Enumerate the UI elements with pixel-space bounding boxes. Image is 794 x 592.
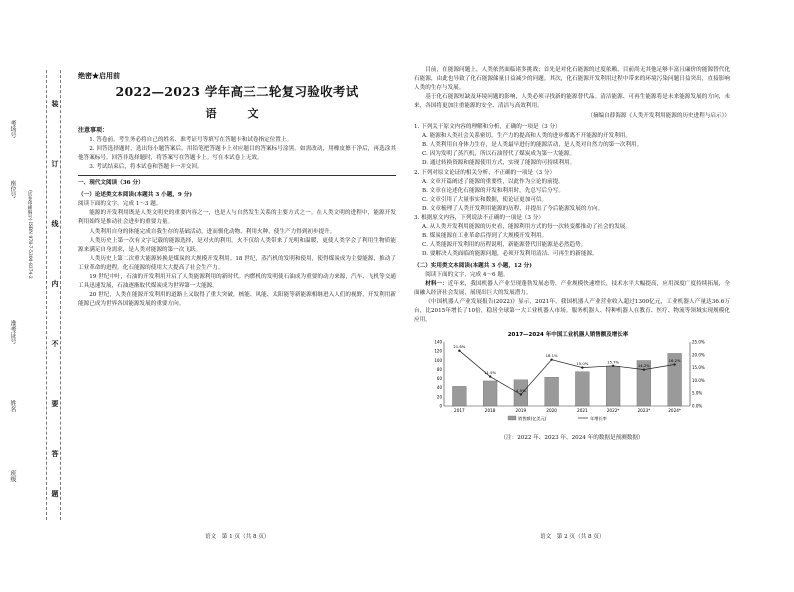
option-c: C. 文章引用了大量事实和数据，使论证更加可信。: [422, 196, 548, 203]
question-2: 2. 下列对原文论证的相关分析，不正确的一项是（3 分）: [414, 169, 556, 176]
subject-title: 语 文: [205, 106, 269, 120]
question-3: 3. 根据原文内容，下列说法不正确的一项是（3 分）: [414, 214, 544, 221]
legend-line-label: 年增长率: [590, 416, 607, 422]
growth-point: [673, 364, 675, 366]
question-1: 1. 下列关于原文内容的理解和分析，正确的一项是（3 分）: [414, 124, 561, 131]
left-column: [78, 70, 396, 309]
exam-title: 2022—2023 学年高三二轮复习验收考试: [115, 84, 359, 100]
y2-tick-label: 15.0%: [692, 365, 705, 371]
growth-point: [458, 350, 460, 352]
material-paragraph: 《中国机器人产业发展报告(2022)》显示，2021年，我国机器人产业营业收入超过1300亿元，工业机器人产量达36.6万台，比2015年增长了10倍，稳居全球第一大工业机器人市场。服务机器人、特种机器人在教育、医疗、物流等领域实现规模化应用。: [414, 299, 730, 324]
notice-item: 3. 考试结束后，将本试卷和答题卡一并交回。: [89, 164, 203, 171]
growth-label: 21.6%: [453, 344, 466, 350]
material-label: 材料一：: [425, 281, 448, 288]
y-tick-label: 140: [434, 339, 442, 345]
passage-paragraph: 20 世纪，人类在能源开发利用的道路上又取得了重大突破，核能、风能、太阳能等新能源相继进入人们的视野，开发利用新能源已成为世界各国能源发展的重要方向。: [78, 291, 396, 307]
sidebar-label: 准考证号: [9, 320, 16, 344]
bar: [483, 381, 497, 406]
y-tick-label: 100: [434, 358, 442, 364]
bar: [545, 378, 559, 407]
subsection-heading: （一）论述类文本阅读(本题共 3 小题，9 分): [78, 192, 193, 199]
material-paragraph: [414, 280, 730, 298]
passage-paragraph: 19 世纪中叶，石油的开发利用开启了人类能源利用的新时代。内燃机的发明使石油成为重要的动力来源，汽车、飞机等交通工具迅速发展，石油逐渐取代煤炭成为世界第一大能源。: [78, 273, 396, 289]
bar: [452, 387, 466, 407]
y2-tick-label: 20.0%: [692, 352, 705, 358]
cut-line: [46, 70, 47, 520]
growth-label: 14.2%: [637, 363, 650, 369]
binding-sidebar: [6, 70, 66, 520]
passage-paragraph: 人类历史上第二次重大能源转换是煤炭的大规模开发利用。18 世纪，蒸汽机的发明和使用，使得煤炭成为主要能源，推动了工业革命的进程。化石能源的使用大大提高了社会生产力。: [78, 255, 396, 271]
option-d: D. 要解决人类面临的能源问题，必须开发利用清洁、可再生的新能源。: [422, 250, 598, 257]
growth-point: [581, 367, 583, 369]
passage-paragraph: 目前，在能源问题上，人类依然面临诸多挑战；首先是对化石能源的过度依赖，目前尚无其他足够丰富且廉价的能源替代化石能源，由此也导致了化石能源储量日益减少的问题。其次，化石能源开发利用过程中带来的环境污染问题日益突出，直接影响人类的生存与发展。: [414, 67, 730, 92]
passage-paragraph: 基于化石能源短缺及环境问题的影响，人类必须寻找新的能源替代品。清洁能源、可再生能源将是未来能源发展的方向，未来，各国将更加注重能源的安全、清洁与高效利用。: [414, 94, 730, 110]
sidebar-label: 班级: [9, 470, 16, 482]
y2-tick-label: 10.0%: [692, 378, 705, 384]
option-b: B. 文章在论述化石能源的开发和利用时，先总写后分写。: [422, 187, 564, 194]
bar: [606, 367, 620, 407]
cut-line-inner: [60, 70, 61, 520]
growth-point: [550, 359, 552, 361]
subsection-heading: （二）实用类文本阅读(本题共 3 小题，12 分): [414, 262, 532, 269]
section-heading: 一、现代文阅读（36 分）: [78, 180, 144, 187]
growth-point: [643, 369, 645, 371]
y-tick-label: 20: [436, 394, 442, 400]
option-a: A. 从人类开发利用能源的历史看，能源利用方式的每一次转变都推动了社会的发展。: [422, 223, 631, 230]
y2-tick-label: 5.0%: [692, 391, 703, 397]
cut-word: 订: [51, 160, 60, 167]
x-tick-label: 2019: [515, 408, 527, 414]
growth-label: 18.1%: [545, 353, 558, 359]
option-c: C. 人类能源开发利用的历程说明，新能源替代旧能源是必然趋势。: [422, 241, 587, 248]
option-d: D. 通过转换资源和能源使用方式，实现了能源的可持续利用。: [422, 160, 576, 167]
y2-tick-label: 0.0%: [692, 403, 703, 409]
sidebar-label: 姓名: [9, 400, 16, 412]
chart-note: （注：2022 年、2023 年、2024 年的数据是预测数据）: [500, 435, 644, 442]
notice-item: 2. 回答选择题时，选出每小题答案后，用铅笔把答题卡上对应题目的答案标号涂黑。如需改动，用橡皮擦干净后，再选涂其他答案标号。回答非选择题时，将答案写在答题卡上。写在本试卷上无效。: [78, 146, 396, 162]
growth-label: 11.5%: [484, 370, 497, 376]
cut-word: 内: [51, 280, 60, 287]
growth-point: [612, 365, 614, 367]
y2-tick-label: 25.0%: [692, 339, 705, 345]
sidebar-label: 座位号: [9, 180, 16, 198]
x-tick-label: 2024*: [668, 408, 682, 414]
bar-line-chart: [418, 328, 718, 428]
cut-word: 要: [51, 400, 60, 407]
option-b: B. 人类利用自身体力生存，是人类最早进行的能源活动，是人类对自然力的第一次利用。: [422, 142, 643, 149]
cut-word: 答: [51, 450, 60, 457]
print-code: (试卷印刷编号) ISBN 978-7-5300-8374-2: [27, 190, 32, 279]
y-tick-label: 80: [436, 367, 442, 373]
y-tick-label: 0: [439, 403, 442, 409]
footer-right: 语文 第 2 页（共 8 页）: [540, 534, 605, 540]
option-c: C. 因为发明了蒸汽机，所以石油替代了煤炭成为第一大能源。: [422, 151, 576, 158]
cut-word: 题: [51, 490, 60, 497]
legend-bar-swatch: [508, 416, 516, 420]
growth-label: 16.2%: [668, 358, 681, 364]
passage-source: （摘编自薛海源《人类开发利用能源的历史进程与启示》）: [587, 113, 730, 120]
cut-word: 不: [51, 340, 60, 347]
notice-title: 注意事项：: [78, 127, 109, 135]
cut-word: 装: [51, 100, 60, 107]
x-tick-label: 2020: [546, 408, 557, 414]
passage-paragraph: 人类历史上第一次有文字记载的能源选择，是对火的利用。火不仅给人类带来了光明和温暖，更使人类学会了利用生物质能源来满足自身需求，是人类对能源的第一次飞跃。: [78, 237, 396, 253]
sidebar-label: 考场号: [9, 120, 16, 138]
passage-paragraph: 能源的开发利用既是人类文明史的重要内容之一，也是人与自然发生关系的主要方式之一。在人类文明的进程中，能源开发利用始终是推动社会进步的重要力量。: [78, 210, 396, 226]
chart-container: [418, 328, 718, 432]
cut-word: 线: [51, 220, 60, 227]
option-a: A. 文章开篇阐述了能源的重要性，以此作为立论的前提。: [422, 178, 564, 185]
y-tick-label: 40: [436, 385, 442, 391]
reading-instruction: 阅读下面的文字，完成 1～3 题。: [78, 201, 162, 208]
divider: [78, 175, 396, 176]
growth-label: 15.7%: [607, 359, 620, 365]
y-tick-label: 60: [436, 376, 442, 382]
reading-instruction: 阅读下面的文字，完成 4～6 题。: [425, 272, 509, 279]
footer-left: 语文 第 1 页（共 8 页）: [205, 534, 270, 540]
growth-point: [489, 376, 491, 378]
growth-label: 15.0%: [576, 361, 589, 367]
x-tick-label: 2017: [454, 408, 465, 414]
notice-item: 1. 答卷前，考生务必将自己的姓名、准考证号等填写在答题卡和试卷指定位置上。: [89, 137, 293, 144]
growth-label: 4.5%: [516, 388, 526, 394]
secret-label: 绝密★启用前: [78, 71, 120, 80]
option-b: B. 煤炭能源在工业革命后得到了大规模开发利用。: [422, 232, 548, 239]
option-a: A. 能源和人类社会关系密切，生产力的提高和人类的进步都离不开能源的开发利用。: [422, 133, 631, 140]
right-column: [414, 66, 730, 443]
y-tick-label: 120: [434, 348, 442, 354]
bar: [575, 372, 589, 406]
option-d: D. 文章梳理了人类开发利用能源的历程，并提出了今后能源发展的方向。: [422, 205, 604, 212]
x-tick-label: 2018: [484, 408, 496, 414]
material-text: 近年来，我国机器人产业呈现蓬勃发展态势，产业规模快速增长，技术水平大幅提高，应用深度广度持续拓展，全面融入经济社会发展，展现出巨大的发展潜力。: [414, 281, 730, 297]
x-tick-label: 2021: [577, 408, 588, 414]
passage-paragraph: 人类利用自身的体能完成自我生存的基础活动，进而驯化动物、利用火种，使生产力得到初步提升。: [89, 228, 336, 235]
chart-title: 2017—2024 年中国工业机器人销售额及增长率: [507, 332, 629, 339]
x-tick-label: 2023*: [637, 408, 651, 414]
x-tick-label: 2022*: [606, 408, 620, 414]
legend-bar-label: 销售额(亿美元): [518, 416, 547, 422]
growth-point: [520, 394, 522, 396]
